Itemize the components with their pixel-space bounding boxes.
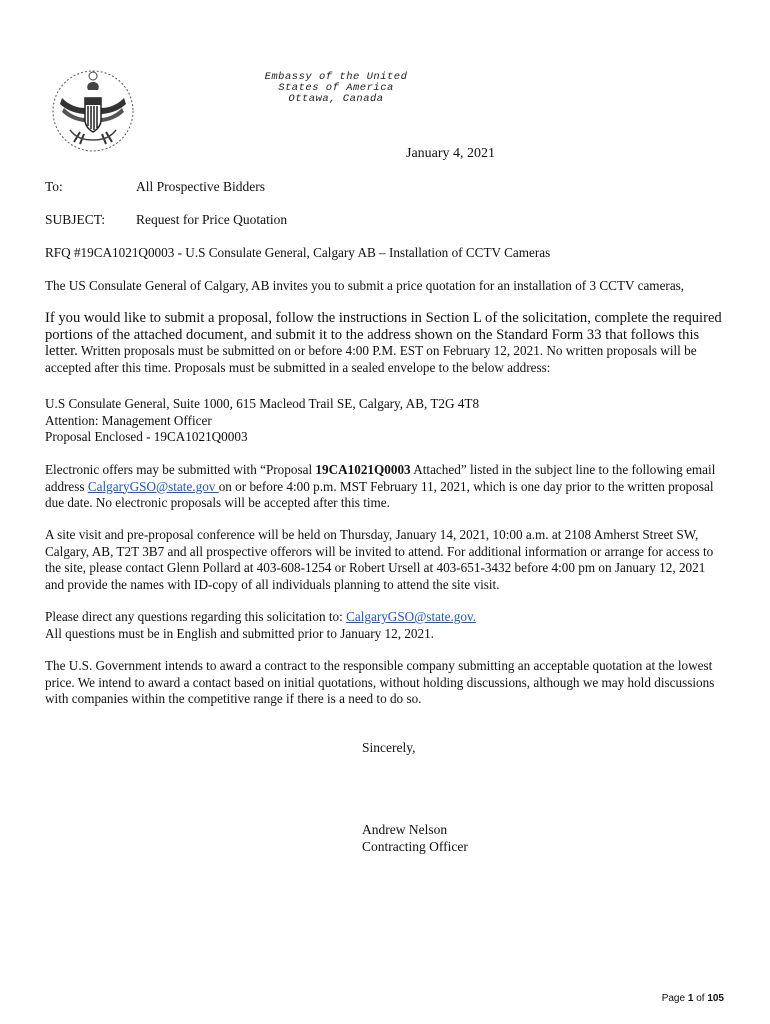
page-number	[662, 993, 724, 1004]
embassy-line-3: Ottawa, Canada	[288, 93, 384, 105]
signer-title: Contracting Officer	[362, 838, 468, 854]
to-value: All Prospective Bidders	[136, 179, 265, 194]
questions-paragraph	[45, 609, 725, 642]
address-line-3: Proposal Enclosed - 19CA1021Q0003	[45, 429, 248, 445]
current-page: 1	[687, 993, 694, 1004]
page-word: Page	[661, 993, 686, 1004]
electronic-text-mid: Attached” listed in the subject line to the following email address	[45, 462, 716, 494]
proposal-number: 19CA1021Q0003	[315, 462, 411, 477]
electronic-text-post: on or before 4:00 p.m. MST February 11, 2021, which is one day prior to the written proposal due date. No electronic proposals will be accepted after this time.	[45, 478, 714, 511]
questions-deadline: All questions must be in English and submitted prior to January 12, 2021.	[45, 625, 434, 641]
proposal-paragraph	[45, 310, 725, 376]
to-label: To:	[45, 179, 63, 194]
embassy-line-2: States of America	[278, 82, 394, 94]
award-paragraph: The U.S. Government intends to award a contract to the responsible company submitting an acceptable quotation at the lowest price. We intend to award a contact based on initial quotations, without holding discussions, although we may hold discussions with companies within the competitive range if there is a need to do so.	[45, 658, 715, 707]
total-pages: 105	[707, 993, 724, 1004]
subject-label: SUBJECT:	[45, 212, 106, 227]
closing: Sincerely,	[362, 740, 416, 755]
proposal-deadline: Written proposals must be submitted on or before 4:00 P.M. EST on February 12, 2021. No written proposals will be accepted after this time. Proposals must be submitted in a sealed envelope to the below address:	[45, 343, 697, 375]
electronic-offers-paragraph	[45, 462, 725, 512]
email-link[interactable]: CalgaryGSO@state.gov	[87, 478, 219, 494]
to-line	[45, 179, 265, 195]
eagle-seal-icon	[50, 68, 136, 154]
mailing-address	[45, 396, 725, 446]
signature-block	[362, 822, 468, 855]
intro-paragraph: The US Consulate General of Calgary, AB invites you to submit a price quotation for an installation of 3 CCTV cameras,	[45, 278, 685, 293]
address-line-1: U.S Consulate General, Suite 1000, 615 Macleod Trail SE, Calgary, AB, T2G 4T8	[45, 396, 480, 411]
site-visit-paragraph: A site visit and pre-proposal conference will be held on Thursday, January 14, 2021, 10:00 a.m. at 2108 Amherst Street SW, Calgary, AB, T2T 3B7 and all prospective offerors will be invited to attend. For additional information or arrange for access to the site, please contact Glenn Pollard at 403-608-1254 or Robert Ursell at 403-651-3432 before 4:00 pm on January 12, 2021 and provide the names with ID-copy of all individuals planning to attend the site visit.	[45, 527, 714, 592]
embassy-line-1: Embassy of the United	[264, 71, 408, 83]
of-word: of	[696, 993, 705, 1004]
subject-value: Request for Price Quotation	[136, 212, 288, 227]
proposal-instructions: If you would like to submit a proposal, follow the instructions in Section L of the solicitation, complete the required portions of the attached document, and submit it to the address shown on the Standard Form 33 that follows this letter.	[45, 310, 722, 360]
questions-email-link[interactable]: CalgaryGSO@state.gov.	[346, 609, 477, 624]
rfq-line: RFQ #19CA1021Q0003 - U.S Consulate General, Calgary AB – Installation of CCTV Cameras	[45, 245, 551, 260]
embassy-letterhead	[236, 72, 436, 105]
letter-date: January 4, 2021	[406, 146, 496, 161]
electronic-text-pre: Electronic offers may be submitted with “Proposal	[45, 462, 316, 477]
signer-name: Andrew Nelson	[362, 822, 448, 837]
subject-line	[45, 212, 287, 228]
questions-text: Please direct any questions regarding this solicitation to:	[45, 609, 347, 624]
address-line-2: Attention: Management Officer	[45, 412, 212, 428]
